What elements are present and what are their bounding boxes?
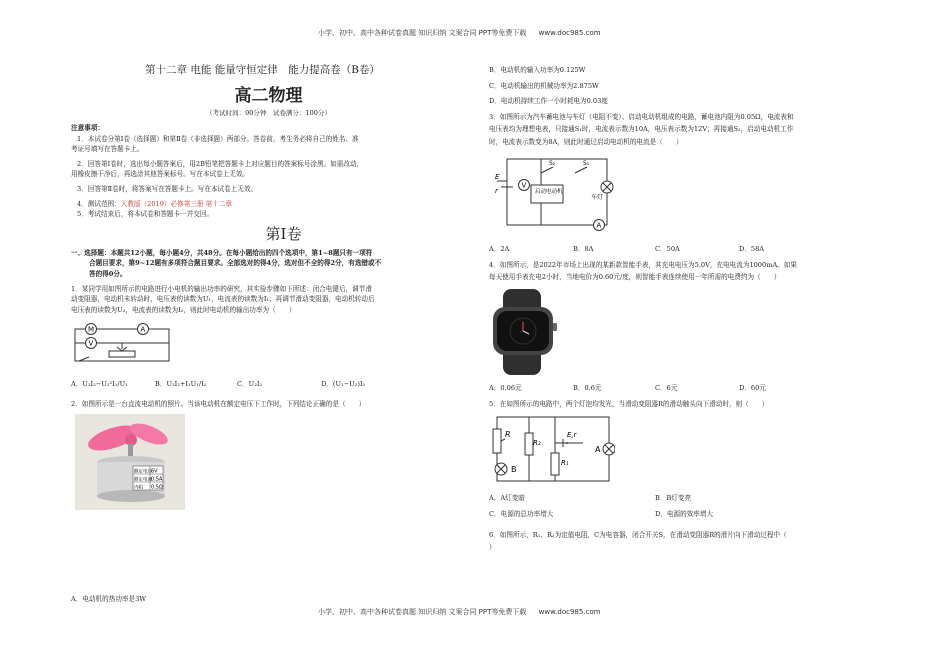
q1-option-d[interactable]: D．(U₁−U₂)I₂ [321, 380, 366, 389]
q5-stem: 5．在如图所示的电路中，两个灯泡均发光，当滑动变阻器R的滑动触头向下滑动时，则（ ） [489, 399, 769, 408]
left-column [71, 62, 466, 603]
note-line: 用橡皮擦干净后，再选涂其他答案标号。写在本试卷上无效。 [71, 170, 250, 179]
q3-line: 电压表均为理想电表，只接通S₁时，电流表示数为10A，电压表示数为12V；再接通S₂，启动电动机工作 [489, 125, 794, 134]
svg-text:M: M [88, 325, 95, 334]
svg-text:A: A [140, 325, 146, 334]
notes-list [71, 134, 466, 220]
q4-line: 每天使用手表充电2小时，当地电价为0.60元/度，则智能手表连续使用一年所需的电费约为（ ） [489, 273, 781, 282]
label-r1: R₁ [561, 459, 569, 468]
q5-option-d[interactable]: D．电源的效率增大 [655, 510, 714, 519]
q3-line: 时，电流表示数变为8A，则此时通过启动电动机的电流是（ ） [489, 137, 683, 146]
q6-line: 6．如图所示，R₁、R₂为定值电阻，C为电容器，闭合开关S，在滑动变阻器R的滑片向下滑动过程中（ [489, 531, 787, 540]
label-r2: R₂ [533, 439, 541, 448]
q3-options [489, 244, 879, 256]
svg-text:S₁: S₁ [583, 160, 590, 167]
q2-option-d[interactable]: D．电动机持续工作一小时耗电为0.03度 [489, 97, 608, 106]
section-title: 第Ⅰ卷 [265, 224, 302, 243]
q5-option-c[interactable]: C．电源的总功率增大 [489, 510, 554, 519]
subject-title: 高二物理 [234, 86, 303, 106]
q3-option-a[interactable]: A．2A [489, 245, 510, 253]
plate-label: 额定电压 [134, 469, 152, 475]
instructions-label: 一、选择题： [71, 248, 111, 257]
svg-text:S₂: S₂ [549, 160, 556, 167]
q2-motor-photo [75, 414, 185, 510]
svg-text:V: V [521, 181, 527, 190]
q4-options [489, 383, 879, 395]
note-line: 考证号填写在答题卡上。 [71, 145, 144, 154]
instructions-line: 答的得0分。 [89, 269, 127, 278]
q2-option-c[interactable]: C．电动机输出的机械功率为2.875W [489, 81, 599, 90]
motor-label: 启动电动机 [535, 189, 563, 195]
label-emf: E,r [567, 431, 577, 440]
q5-option-a[interactable]: A．A灯变暗 [489, 494, 525, 503]
notes-heading: 注意事项： [71, 124, 104, 132]
q2-stem: 2．如图所示是一台直流电动机的照片。当该电动机在额定电压下工作时，下列结论正确的是（ ） [71, 400, 366, 409]
label-r: R [505, 430, 511, 440]
q4-option-b[interactable]: B．0.6元 [573, 383, 602, 392]
label-lamp-b: B [511, 465, 517, 475]
note-line: 2．回答第Ⅰ卷时，选出每小题答案后，用2B铅笔把答题卡上对应题目的答案标号涂黑。如需改动， [77, 159, 364, 168]
q5-option-b[interactable]: B．B灯变亮 [655, 494, 692, 503]
q4-line: 4．如图所示，是2022年市场上出现的某新款智能手表，其充电电压为5.0V，充电电流为1000mA。如果 [489, 261, 797, 269]
note-4-scope: 人教版（2019）必修第三册 第十二章 [120, 199, 232, 208]
q1-options [71, 379, 466, 391]
note-line: 3．回答第Ⅱ卷时，将答案写在答题卡上。写在本试卷上无效。 [77, 184, 258, 193]
question-1 [71, 284, 466, 316]
instructions [71, 248, 466, 280]
q5-options [489, 493, 879, 527]
right-column [489, 65, 879, 553]
svg-text:E: E [495, 173, 500, 181]
q2-option-a[interactable]: A．电动机的热功率是3W [71, 595, 147, 603]
plate-value: 0.5A [151, 476, 163, 483]
page-footer [318, 607, 601, 617]
page-header [318, 28, 601, 38]
svg-text:V: V [88, 339, 94, 348]
q4-smartwatch-photo [489, 289, 561, 375]
plate-label: 额定电流 [134, 477, 152, 483]
plate-value: 6V [151, 468, 158, 475]
question-6 [489, 529, 879, 553]
plate-label: 内阻 [134, 485, 143, 491]
label-lamp-a: A [595, 445, 601, 455]
q1-line: 电压表的读数为U₂，电流表的读数为I₂，则此时电动机的输出功率为（ ） [71, 305, 296, 314]
note-line: 1．本试卷分第Ⅰ卷（选择题）和第Ⅱ卷（非选择题）两部分。答卷前，考生务必将自己的姓名、准 [77, 134, 359, 143]
header-text: 小学、初中、高中各种试卷真题 知识归纳 文案合同 PPT等免费下载 [318, 29, 527, 37]
header-site[interactable]: www.doc985.com [538, 29, 601, 37]
q4-option-d[interactable]: D．60元 [739, 383, 766, 392]
exam-info: （考试时间：90分钟 试卷满分：100分） [206, 109, 331, 117]
svg-text:r: r [495, 187, 498, 195]
q3-circuit-diagram [495, 153, 615, 231]
q1-option-c[interactable]: C．U₂I₂ [237, 380, 263, 389]
question-4 [489, 259, 879, 284]
lamp-label: 车灯 [591, 194, 604, 201]
q4-option-c[interactable]: C．6元 [655, 383, 678, 392]
plate-value: 0.5Ω [151, 484, 163, 491]
footer-text: 小学、初中、高中各种试卷真题 知识归纳 文案合同 PPT等免费下载 [318, 608, 527, 616]
q2-options-continued [489, 65, 879, 107]
q1-line: 1．某同学用如图所示的电路进行小电机的输出功率的研究，其实验步骤如下所述：闭合电键后，调节滑 [71, 284, 372, 293]
q5-circuit-diagram [491, 413, 615, 485]
svg-text:A: A [596, 221, 602, 230]
q4-option-a[interactable]: A．0.06元 [489, 383, 522, 392]
q3-line: 3．如图所示为汽车蓄电池与车灯（电阻不变）、启动电动机组成的电路，蓄电池内阻为0.05Ω，电流表和 [489, 112, 794, 121]
q1-option-b[interactable]: B．U₂I₂+I₁U₁/I₂ [155, 380, 207, 389]
instructions-line: 本题共12小题，每小题4分，共48分。在每小题给出的四个选项中，第1~8题只有一项符 [110, 248, 373, 257]
q2-option-b[interactable]: B．电动机的输入功率为0.125W [489, 66, 586, 74]
chapter-title: 第十二章 电能 能量守恒定律 能力提高卷（B卷） [145, 64, 380, 76]
note-line-4 [77, 199, 466, 210]
q3-option-d[interactable]: D．58A [739, 245, 765, 253]
q1-line: 动变阻器，电动机未转动时，电压表的读数为U₁，电流表的读数为I₁；再调节滑动变阻器，电动机转动后 [71, 295, 375, 304]
q6-line: ） [489, 543, 496, 552]
footer-site[interactable]: www.doc985.com [538, 608, 601, 616]
q1-circuit-diagram [71, 321, 171, 369]
question-3 [489, 111, 879, 148]
note-4-prefix: 4．测试范围： [77, 199, 121, 208]
q3-option-b[interactable]: B．8A [573, 245, 594, 253]
q1-option-a[interactable]: A．U₂I₂−U₂²I₁/U₁ [71, 380, 128, 389]
instructions-line: 合题目要求，第9~12题有多项符合题目要求。全部选对的得4分，选对但不全的得2分，有选错或不 [89, 259, 382, 268]
note-line: 5．考试结束后，将本试卷和答题卡一并交回。 [77, 210, 214, 219]
q3-option-c[interactable]: C．50A [655, 245, 680, 253]
